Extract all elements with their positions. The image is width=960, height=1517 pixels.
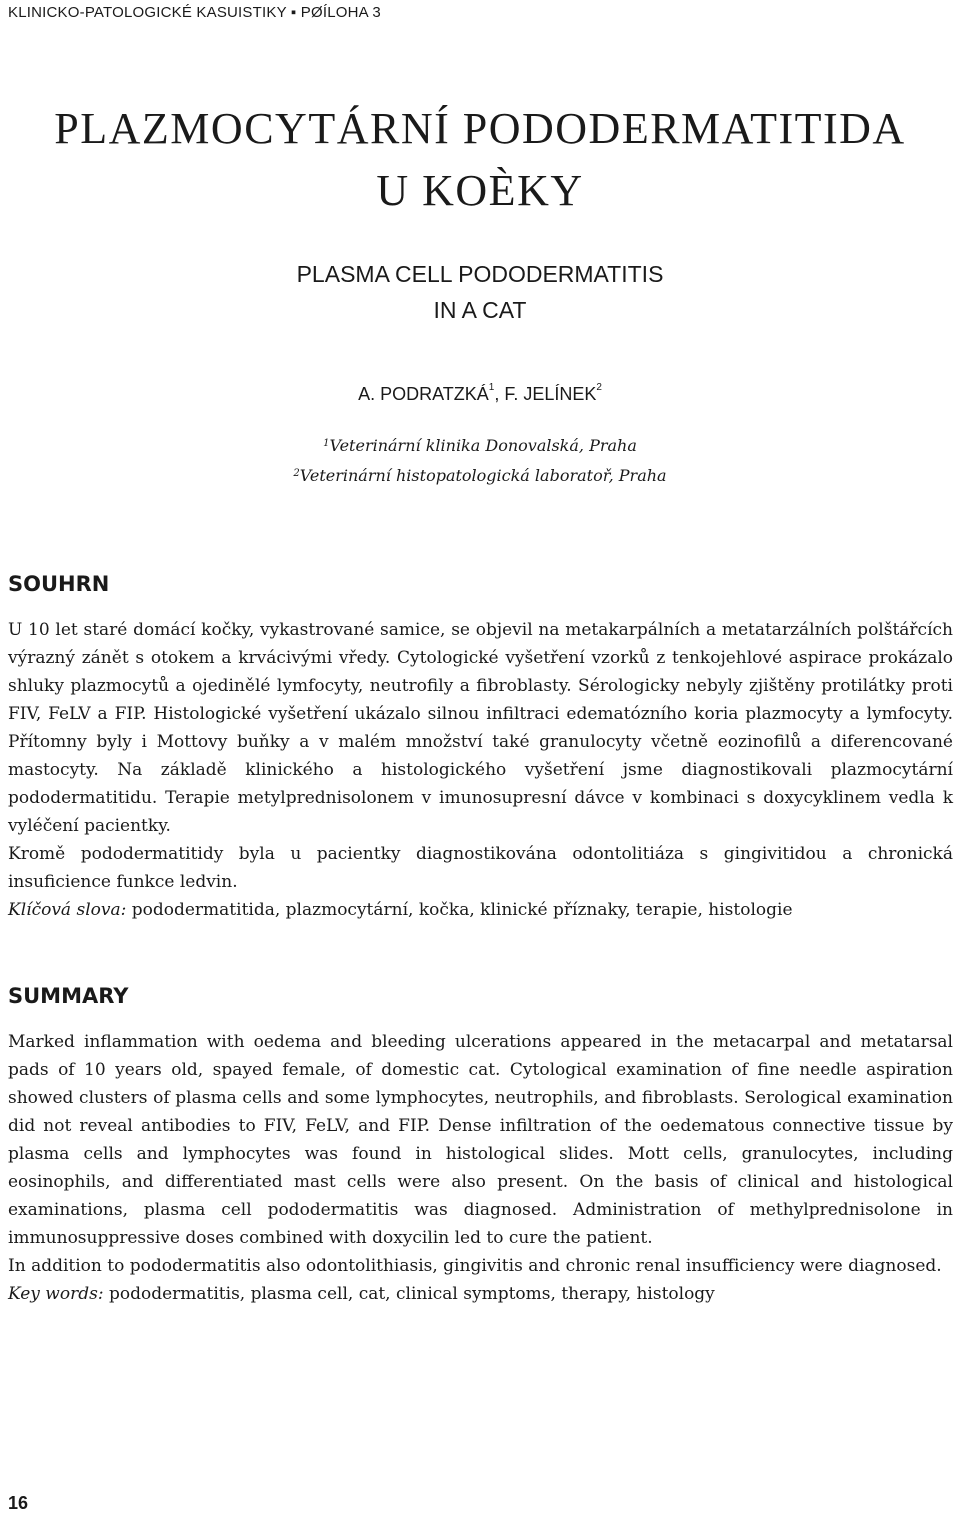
english-title-line-2: IN A CAT — [433, 297, 527, 323]
english-title — [0, 256, 960, 328]
souhrn-keywords — [8, 896, 953, 924]
affiliation-1-text: Veterinární klinika Donovalská, Praha — [329, 436, 637, 455]
summary-keywords-list: pododermatitis, plasma cell, cat, clinical symptoms, therapy, histology — [103, 1284, 715, 1304]
title-line-1: PLAZMOCYTÁRNÍ PODODERMATITIDA — [54, 104, 906, 153]
summary-keywords-label: Key words: — [8, 1284, 104, 1304]
affiliation-2-text: Veterinární histopatologická laboratoř, Praha — [299, 466, 667, 485]
souhrn-paragraph-2: Kromě pododermatitidy byla u pacientky diagnostikována odontolitiáza s gingivitidou a chronická insuficience funkce ledvin. — [8, 844, 953, 892]
souhrn-paragraph-1: U 10 let staré domácí kočky, vykastrované samice, se objevil na metakarpálních a metatarzálních polštářcích výrazný zánět s otokem a krvácivými vředy. Cytologické vyšetření vzorků z tenkojehlové aspirace prokázalo shluky plazmocytů a ojedinělé lymfocyty, neutrofily a fibroblasty. Sérologicky nebyly zjištěny protilátky proti FIV, FeLV a FIP. Histologické vyšetření ukázalo silnou infiltraci edematózního koria plazmocyty a lymfocyty. Přítomny byly i Mottovy buňky a v malém množství také granulocyty včetně eozinofilů a diferencované mastocyty. Na základě klinického a histologického vyšetření jsme diagnostikovali plazmocytární pododermatitidu. Terapie metylprednisolonem v imunosupresní dávce v kombinaci s doxycyklinem vedla k vyléčení pacientky. — [8, 620, 953, 836]
author-2: F. JELÍNEK — [504, 384, 597, 404]
souhrn-heading: SOUHRN — [8, 572, 110, 596]
author-1: A. PODRATZKÁ — [358, 384, 489, 404]
summary-heading: SUMMARY — [8, 984, 129, 1008]
authors — [0, 384, 960, 405]
author-2-affiliation-mark: 2 — [596, 382, 602, 393]
summary-abstract — [8, 1028, 953, 1308]
running-head: KLINICKO-PATOLOGICKÉ KASUISTIKY ▪ PØÍLOHA 3 — [8, 4, 381, 21]
page-number: 16 — [8, 1493, 29, 1513]
affiliation-1 — [0, 431, 960, 461]
affiliations — [0, 431, 960, 491]
souhrn-abstract — [8, 616, 953, 924]
author-separator: , — [494, 384, 505, 404]
summary-paragraph-1: Marked inflammation with oedema and bleeding ulcerations appeared in the metacarpal and metatarsal pads of 10 years old, spayed female, of domestic cat. Cytological examination of fine needle aspiration showed clusters of plasma cells and some lymphocytes, neutrophils, and fibroblasts. Serological examination did not reveal antibodies to FIV, FeLV, and FIP. Dense infiltration of the oedematous connective tissue by plasma cells and lymphocytes was found in histological slides. Mott cells, granulocytes, including eosinophils, and differentiated mast cells were also present. On the basis of clinical and histological examinations, plasma cell pododermatitis was diagnosed. Administration of methylprednisolone in immunosuppressive doses combined with doxycilin led to cure the patient. — [8, 1032, 953, 1248]
souhrn-keywords-label: Klíčová slova: — [8, 900, 127, 920]
title-line-2: U KOÈKY — [376, 166, 584, 215]
souhrn-keywords-list: pododermatitida, plazmocytární, kočka, klinické příznaky, terapie, histologie — [126, 900, 793, 920]
summary-paragraph-2: In addition to pododermatitis also odontolithiasis, gingivitis and chronic renal insufficiency were diagnosed. — [8, 1256, 942, 1276]
english-title-line-1: PLASMA CELL PODODERMATITIS — [296, 261, 664, 287]
author-1-affiliation-mark: 1 — [488, 382, 495, 393]
article-title — [0, 98, 960, 222]
summary-keywords — [8, 1280, 953, 1308]
affiliation-2-mark: 2 — [293, 468, 300, 479]
affiliation-2 — [0, 461, 960, 491]
affiliation-1-mark: 1 — [323, 438, 330, 449]
